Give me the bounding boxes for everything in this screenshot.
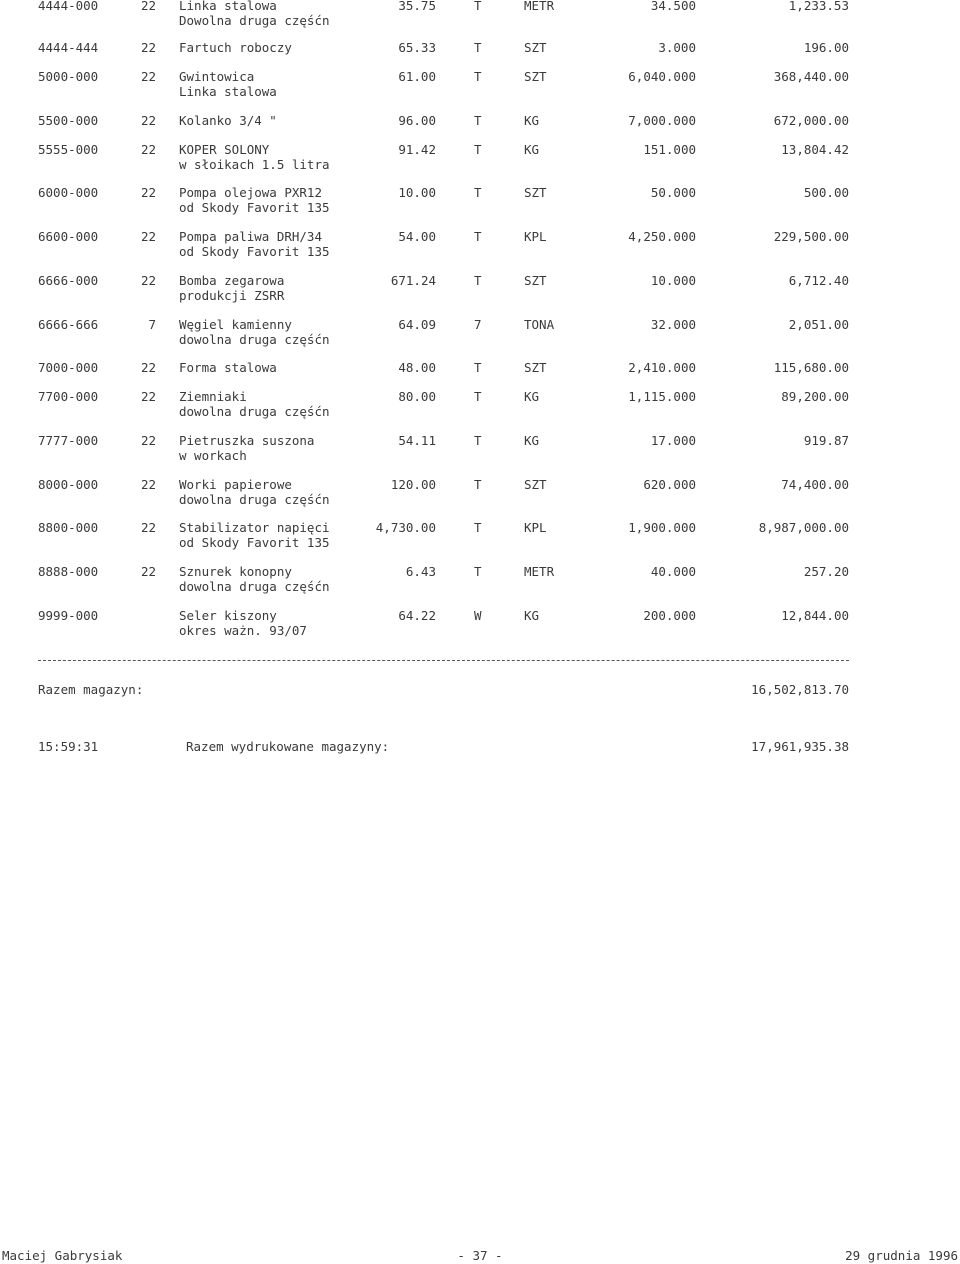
item-unit: METR [524, 0, 555, 13]
item-value: 115,680.00 [773, 360, 849, 375]
item-price: 10.00 [398, 185, 436, 200]
item-group: 22 [140, 564, 156, 579]
item-name-line: KOPER SOLONY [179, 142, 270, 157]
item-code: 6666-666 [38, 317, 99, 332]
item-value: 8,987,000.00 [758, 520, 849, 535]
item-name-line: Sznurek konopny [179, 564, 292, 579]
item-name-line: Fartuch roboczy [179, 40, 292, 55]
item-unit: METR [524, 564, 555, 579]
table-row [0, 360, 960, 390]
item-name [179, 389, 330, 419]
item-unit: SZT [524, 40, 547, 55]
item-flag: T [474, 520, 482, 535]
item-name-line: Forma stalowa [179, 360, 277, 375]
item-name [179, 477, 330, 507]
item-price: 61.00 [398, 69, 436, 84]
item-code: 5500-000 [38, 113, 99, 128]
table-row [0, 0, 960, 28]
item-quantity: 17.000 [650, 433, 696, 448]
footer-author: Maciej Gabrysiak [2, 1248, 123, 1263]
item-flag: 7 [474, 317, 482, 332]
table-row [0, 229, 960, 259]
item-quantity: 3.000 [658, 40, 696, 55]
item-name [179, 185, 330, 215]
item-unit: SZT [524, 360, 547, 375]
item-code: 7000-000 [38, 360, 99, 375]
item-name-line: Stabilizator napięci [179, 520, 330, 535]
item-name-line: Ziemniaki [179, 389, 247, 404]
table-row [0, 69, 960, 99]
item-flag: T [474, 389, 482, 404]
item-group: 22 [140, 185, 156, 200]
item-value: 6,712.40 [788, 273, 849, 288]
item-quantity: 10.000 [650, 273, 696, 288]
table-row [0, 564, 960, 594]
item-value: 500.00 [803, 185, 849, 200]
item-name [179, 113, 277, 128]
item-group: 7 [148, 317, 156, 332]
item-name [179, 142, 330, 172]
item-price: 54.11 [398, 433, 436, 448]
item-flag: T [474, 564, 482, 579]
item-value: 2,051.00 [788, 317, 849, 332]
item-description-line: produkcji ZSRR [179, 288, 285, 303]
item-quantity: 1,115.000 [628, 389, 696, 404]
item-unit: KPL [524, 229, 547, 244]
table-row [0, 317, 960, 347]
item-quantity: 151.000 [643, 142, 696, 157]
item-group: 22 [140, 360, 156, 375]
item-unit: KG [524, 433, 540, 448]
item-quantity: 4,250.000 [628, 229, 696, 244]
printed-total-value: 17,961,935.38 [751, 739, 849, 754]
item-flag: T [474, 360, 482, 375]
item-value: 257.20 [803, 564, 849, 579]
item-unit: SZT [524, 273, 547, 288]
table-row [0, 433, 960, 463]
item-name [179, 0, 330, 28]
item-unit: KG [524, 389, 540, 404]
item-name [179, 273, 284, 303]
item-name [179, 40, 292, 55]
item-group: 22 [140, 40, 156, 55]
item-unit: KG [524, 142, 540, 157]
item-quantity: 34.500 [650, 0, 696, 13]
table-row [0, 40, 960, 70]
item-price: 120.00 [390, 477, 436, 492]
separator-line [38, 660, 849, 675]
item-price: 80.00 [398, 389, 436, 404]
table-row [0, 185, 960, 215]
table-row [0, 520, 960, 550]
item-code: 6666-000 [38, 273, 99, 288]
item-flag: T [474, 185, 482, 200]
item-unit: SZT [524, 185, 547, 200]
item-group: 22 [140, 142, 156, 157]
item-price: 96.00 [398, 113, 436, 128]
item-value: 196.00 [803, 40, 849, 55]
item-name [179, 608, 307, 638]
item-description-line: od Skody Favorit 135 [179, 200, 330, 215]
item-price: 48.00 [398, 360, 436, 375]
item-quantity: 620.000 [643, 477, 696, 492]
item-quantity: 2,410.000 [628, 360, 696, 375]
item-flag: W [474, 608, 482, 623]
item-code: 5555-000 [38, 142, 99, 157]
item-name-line: Linka stalowa [179, 0, 277, 13]
item-description-line: Dowolna druga częśćn [179, 13, 330, 28]
item-quantity: 6,040.000 [628, 69, 696, 84]
item-name-line: Bomba zegarowa [179, 273, 285, 288]
item-value: 368,440.00 [773, 69, 849, 84]
item-price: 6.43 [405, 564, 436, 579]
item-name [179, 433, 314, 463]
item-group: 22 [140, 433, 156, 448]
item-name [179, 317, 330, 347]
item-name [179, 564, 330, 594]
item-quantity: 7,000.000 [628, 113, 696, 128]
item-name-line: Węgiel kamienny [179, 317, 292, 332]
item-name-line: Pompa paliwa DRH/34 [179, 229, 322, 244]
item-code: 9999-000 [38, 608, 99, 623]
print-time: 15:59:31 [38, 739, 99, 754]
item-group: 22 [140, 273, 156, 288]
item-name-line: Seler kiszony [179, 608, 277, 623]
item-name-line: Pompa olejowa PXR12 [179, 185, 322, 200]
item-quantity: 200.000 [643, 608, 696, 623]
item-code: 4444-000 [38, 0, 99, 13]
item-name [179, 360, 277, 375]
item-unit: KG [524, 113, 540, 128]
item-group: 22 [140, 229, 156, 244]
item-unit: TONA [524, 317, 555, 332]
item-name-line: Worki papierowe [179, 477, 292, 492]
item-name-line: Pietruszka suszona [179, 433, 315, 448]
item-price: 64.09 [398, 317, 436, 332]
item-group: 22 [140, 113, 156, 128]
item-code: 8888-000 [38, 564, 99, 579]
item-value: 229,500.00 [773, 229, 849, 244]
item-flag: T [474, 433, 482, 448]
item-value: 919.87 [803, 433, 849, 448]
item-description-line: w słoikach 1.5 litra [179, 157, 330, 172]
item-price: 64.22 [398, 608, 436, 623]
item-price: 671.24 [390, 273, 436, 288]
item-value: 89,200.00 [781, 389, 849, 404]
item-unit: SZT [524, 477, 547, 492]
printed-total-label: Razem wydrukowane magazyny: [186, 739, 390, 754]
item-price: 65.33 [398, 40, 436, 55]
total-label: Razem magazyn: [38, 682, 144, 697]
table-row [0, 113, 960, 143]
item-code: 8000-000 [38, 477, 99, 492]
item-group: 22 [140, 0, 156, 13]
item-quantity: 50.000 [650, 185, 696, 200]
item-code: 8800-000 [38, 520, 99, 535]
item-value: 1,233.53 [788, 0, 849, 13]
item-name [179, 69, 277, 99]
item-code: 6000-000 [38, 185, 99, 200]
item-value: 13,804.42 [781, 142, 849, 157]
item-group: 22 [140, 389, 156, 404]
item-group: 22 [140, 69, 156, 84]
item-price: 91.42 [398, 142, 436, 157]
item-code: 4444-444 [38, 40, 99, 55]
item-unit: KG [524, 608, 540, 623]
item-flag: T [474, 477, 482, 492]
table-row [0, 142, 960, 172]
item-value: 672,000.00 [773, 113, 849, 128]
item-price: 54.00 [398, 229, 436, 244]
item-unit: KPL [524, 520, 547, 535]
item-price: 4,730.00 [375, 520, 436, 535]
item-price: 35.75 [398, 0, 436, 13]
item-flag: T [474, 40, 482, 55]
item-flag: T [474, 69, 482, 84]
item-code: 5000-000 [38, 69, 99, 84]
table-row [0, 477, 960, 507]
item-quantity: 32.000 [650, 317, 696, 332]
item-code: 7777-000 [38, 433, 99, 448]
item-unit: SZT [524, 69, 547, 84]
item-code: 7700-000 [38, 389, 99, 404]
table-row [0, 608, 960, 638]
item-description-line: dowolna druga częśćn [179, 492, 330, 507]
item-code: 6600-000 [38, 229, 99, 244]
item-description-line: dowolna druga częśćn [179, 404, 330, 419]
item-flag: T [474, 273, 482, 288]
footer-page-number: - 37 - [457, 1248, 503, 1263]
item-description-line: od Skody Favorit 135 [179, 244, 330, 259]
item-description-line: Linka stalowa [179, 84, 277, 99]
item-description-line: dowolna druga częśćn [179, 332, 330, 347]
item-description-line: dowolna druga częśćn [179, 579, 330, 594]
footer-date: 29 grudnia 1996 [845, 1248, 958, 1263]
item-name [179, 229, 330, 259]
item-value: 74,400.00 [781, 477, 849, 492]
item-description-line: od Skody Favorit 135 [179, 535, 330, 550]
item-flag: T [474, 142, 482, 157]
item-flag: T [474, 113, 482, 128]
item-description-line: w workach [179, 448, 247, 463]
total-value: 16,502,813.70 [751, 682, 849, 697]
item-quantity: 40.000 [650, 564, 696, 579]
item-group: 22 [140, 477, 156, 492]
item-name-line: Kolanko 3/4 " [179, 113, 277, 128]
item-quantity: 1,900.000 [628, 520, 696, 535]
item-group: 22 [140, 520, 156, 535]
item-name [179, 520, 330, 550]
table-row [0, 273, 960, 303]
item-description-line: okres ważn. 93/07 [179, 623, 307, 638]
item-flag: T [474, 229, 482, 244]
item-value: 12,844.00 [781, 608, 849, 623]
table-row [0, 389, 960, 419]
item-flag: T [474, 0, 482, 13]
item-name-line: Gwintowica [179, 69, 255, 84]
